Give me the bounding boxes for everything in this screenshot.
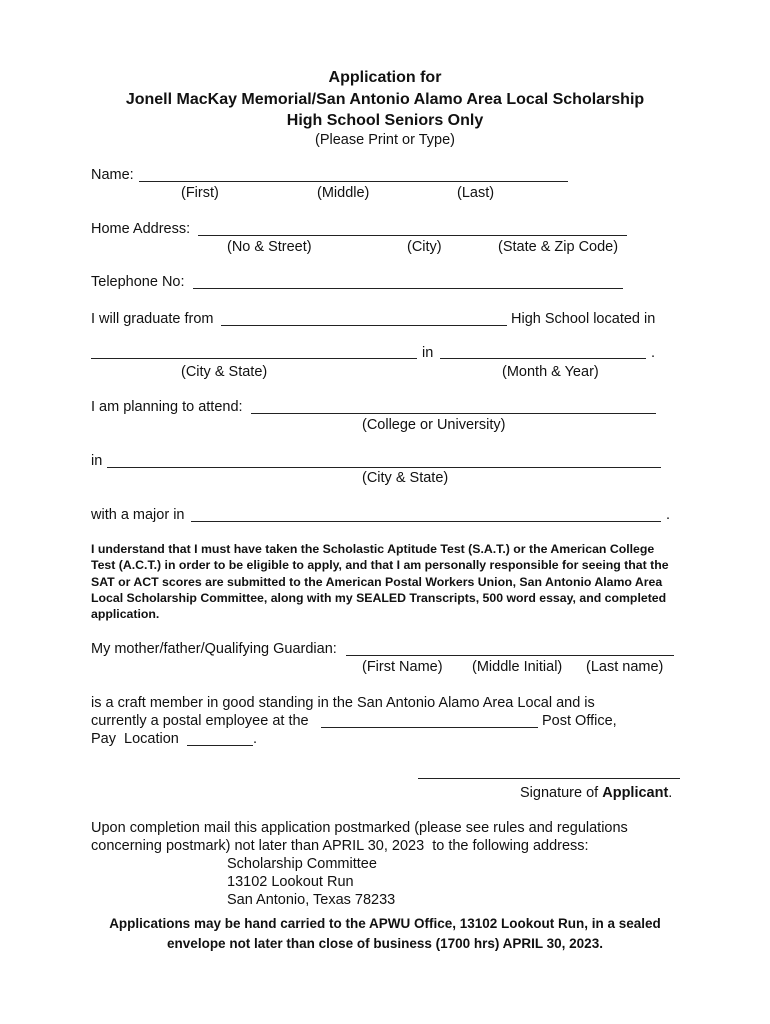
mail-line1: Upon completion mail this application postmarked (please see rules and regulations [91, 820, 628, 836]
guardian-label: My mother/father/Qualifying Guardian: [91, 641, 337, 657]
guardian-field-line[interactable] [346, 655, 674, 656]
form-title-line2: Jonell MacKay Memorial/San Antonio Alamo Area Local Scholarship [125, 91, 645, 108]
guardian-sub-last: (Last name) [586, 659, 664, 675]
college-field-line[interactable] [251, 413, 656, 414]
signature-applicant: Applicant [602, 785, 669, 801]
mail-address-line3: San Antonio, Texas 78233 [227, 892, 396, 908]
post-office-field-line[interactable] [321, 727, 538, 728]
signature-caption [520, 785, 672, 802]
mail-address-line1: Scholarship Committee [227, 856, 377, 872]
guardian-sub-first: (First Name) [362, 659, 443, 675]
hand-carry-note: Applications may be hand carried to the APWU Office, 13102 Lookout Run, in a sealed envelope not later than close of business (1700 hrs) APRIL 30, 2023. [109, 916, 661, 951]
phone-field-line[interactable] [193, 288, 623, 289]
address-sub-state: (State & Zip Code) [498, 239, 619, 255]
address-label: Home Address: [91, 221, 191, 237]
phone-label: Telephone No: [91, 274, 185, 290]
signature-suffix: . [668, 785, 673, 801]
pay-location-label: Pay Location [91, 731, 179, 747]
graduate-period: . [651, 345, 656, 361]
major-label: with a major in [91, 507, 185, 523]
pay-location-period: . [253, 731, 258, 747]
address-sub-street: (No & Street) [227, 239, 312, 255]
signature-prefix: Signature of [520, 785, 603, 801]
name-sub-first: (First) [181, 185, 219, 201]
mail-line2: concerning postmark) not later than APRIL 30, 2023 to the following address: [91, 838, 589, 854]
sat-act-statement: I understand that I must have taken the Scholastic Aptitude Test (S.A.T.) or the American College Test (A.C.T.) in order to be eligible to apply, and that I am personally responsible for seeing that the SAT or ACT scores are submitted to the American Postal Workers Union, San Antonio Alamo Area Local Scholarship Committee, along with my SEALED Transcripts, 500 word essay, and completed application. [91, 542, 669, 622]
major-period: . [666, 507, 671, 523]
pay-location-field-line[interactable] [187, 745, 253, 746]
attend-city-field-line[interactable] [107, 467, 661, 468]
guardian-sub-middle: (Middle Initial) [472, 659, 563, 675]
name-sub-last: (Last) [457, 185, 495, 201]
craft-line2-suffix: Post Office, [542, 713, 617, 729]
graduate-label: I will graduate from [91, 311, 214, 327]
high-school-field-line[interactable] [221, 325, 507, 326]
mail-address-line2: 13102 Lookout Run [227, 874, 354, 890]
craft-line1: is a craft member in good standing in the San Antonio Alamo Area Local and is [91, 695, 595, 711]
print-note: (Please Print or Type) [315, 132, 455, 148]
attend-label: I am planning to attend: [91, 399, 243, 415]
name-sub-middle: (Middle) [317, 185, 370, 201]
name-label: Name: [91, 167, 134, 183]
attend-sub-college: (College or University) [362, 417, 506, 433]
address-field-line[interactable] [198, 235, 627, 236]
graduate-in: in [422, 345, 434, 361]
craft-line2-prefix: currently a postal employee at the [91, 713, 309, 729]
form-title-line3: High School Seniors Only [286, 112, 484, 129]
graduate-sub-month-year: (Month & Year) [502, 364, 599, 380]
name-field-line[interactable] [139, 181, 568, 182]
signature-field-line[interactable] [418, 778, 680, 779]
graduate-suffix: High School located in [511, 311, 656, 327]
attend-in-label: in [91, 453, 103, 469]
graduate-date-field-line[interactable] [440, 358, 646, 359]
attend-sub-city-state: (City & State) [362, 470, 449, 486]
graduate-city-field-line[interactable] [91, 358, 417, 359]
address-sub-city: (City) [407, 239, 442, 255]
form-title-line1: Application for [328, 69, 442, 86]
graduate-sub-city-state: (City & State) [181, 364, 268, 380]
major-field-line[interactable] [191, 521, 661, 522]
